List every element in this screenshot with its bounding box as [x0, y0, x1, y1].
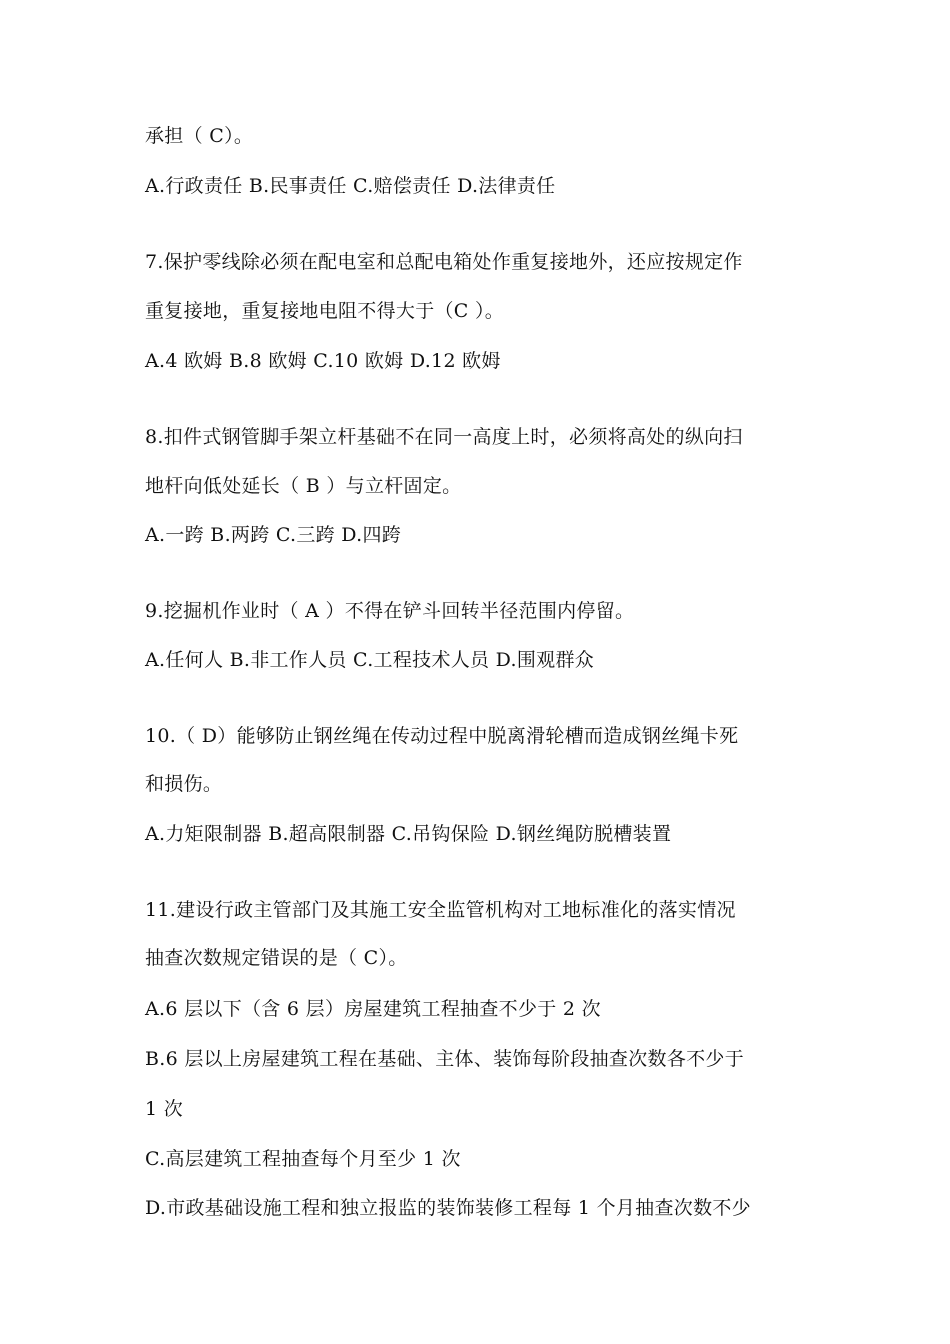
question-9: 9.挖掘机作业时（ A ）不得在铲斗回转半径范围内停留。: [145, 600, 635, 622]
question-7-line-2: 重复接地，重复接地电阻不得大于（C ）。: [145, 300, 505, 322]
answer-option-c: C.高层建筑工程抽查每个月至少 1 次: [145, 1148, 461, 1170]
answer-options: A.力矩限制器 B.超高限制器 C.吊钩保险 D.钢丝绳防脱槽装置: [145, 823, 672, 845]
answer-options: A.任何人 B.非工作人员 C.工程技术人员 D.围观群众: [145, 649, 595, 671]
answer-option-d: D.市政基础设施工程和独立报监的装饰装修工程每 1 个月抽查次数不少: [145, 1197, 751, 1219]
answer-options: A.4 欧姆 B.8 欧姆 C.10 欧姆 D.12 欧姆: [145, 350, 501, 372]
answer-option-b: B.6 层以上房屋建筑工程在基础、主体、装饰每阶段抽查次数各不少于: [145, 1048, 745, 1070]
answer-option-a: A.6 层以下（含 6 层）房屋建筑工程抽查不少于 2 次: [145, 998, 601, 1020]
question-10-line-2: 和损伤。: [145, 773, 223, 795]
question-10-line-1: 10.（ D）能够防止钢丝绳在传动过程中脱离滑轮槽而造成钢丝绳卡死: [145, 725, 739, 747]
question-11-line-1: 11.建设行政主管部门及其施工安全监管机构对工地标准化的落实情况: [145, 899, 736, 921]
question-8-line-1: 8.扣件式钢管脚手架立杆基础不在同一高度上时，必须将高处的纵向扫: [145, 426, 743, 448]
question-11-line-2: 抽查次数规定错误的是（ C）。: [145, 947, 408, 969]
question-7-line-1: 7.保护零线除必须在配电室和总配电箱处作重复接地外，还应按规定作: [145, 251, 743, 273]
answer-option-b-continued: 1 次: [145, 1098, 184, 1120]
answer-options: A.一跨 B.两跨 C.三跨 D.四跨: [145, 524, 402, 546]
answer-options: A.行政责任 B.民事责任 C.赔偿责任 D.法律责任: [145, 175, 556, 197]
text-line: 承担（ C）。: [145, 125, 254, 147]
question-8-line-2: 地杆向低处延长（ B ）与立杆固定。: [145, 475, 462, 497]
